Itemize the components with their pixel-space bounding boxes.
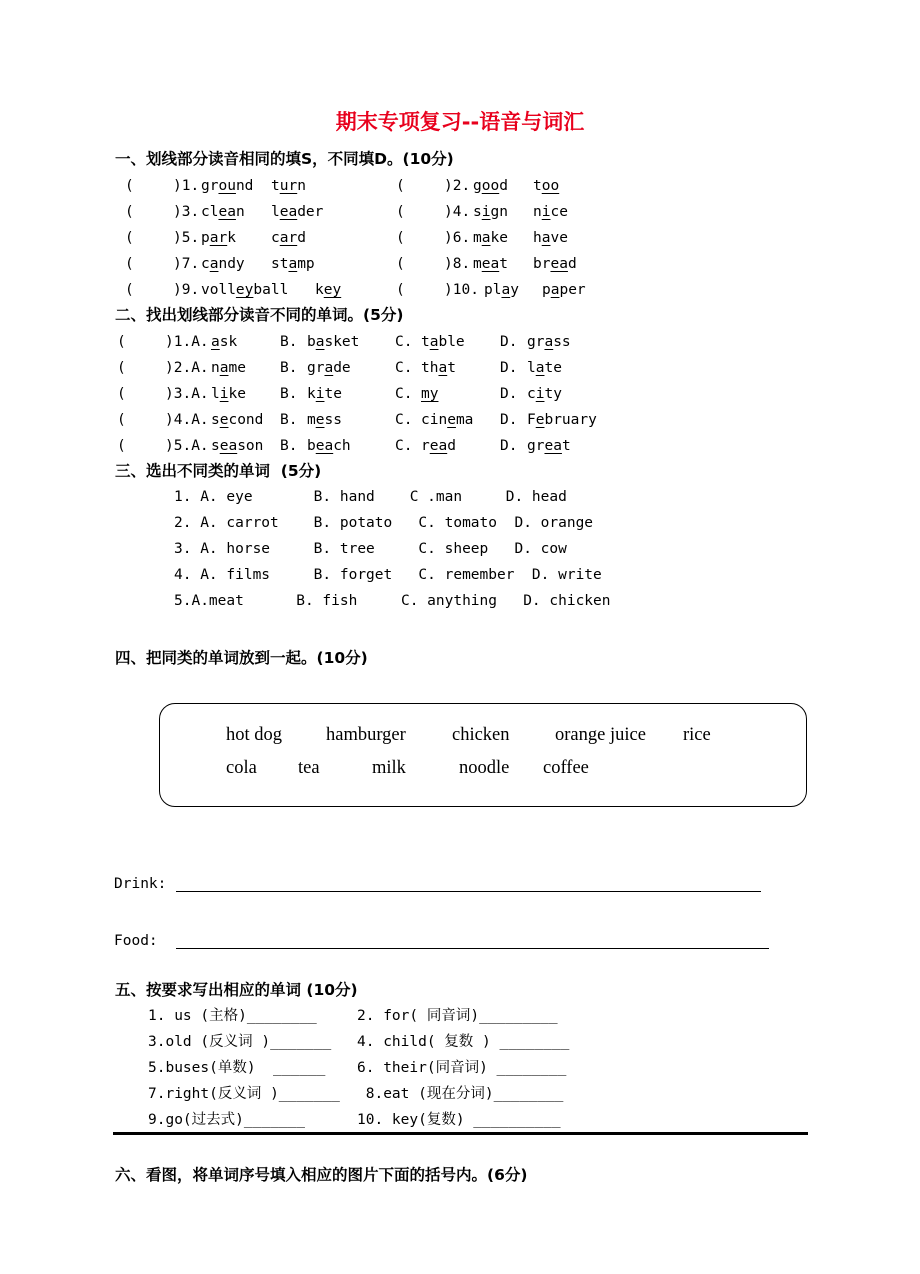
word-part: s	[473, 204, 482, 220]
answer-bracket-open[interactable]: (	[117, 386, 126, 402]
word	[421, 359, 456, 377]
answer-bracket-open[interactable]: (	[125, 256, 134, 272]
word	[271, 203, 323, 221]
word	[533, 203, 568, 221]
word-part: F	[527, 412, 536, 428]
word-box	[159, 703, 807, 807]
word-box-item: noodle	[459, 758, 510, 778]
word	[211, 385, 246, 403]
item-number: )6.	[444, 230, 471, 246]
option-label: D.	[500, 360, 518, 376]
underlined-part: ar	[279, 230, 298, 246]
word-part: gn	[490, 204, 508, 220]
option-label: D.	[500, 334, 518, 350]
word-part: p	[201, 230, 210, 246]
question-item[interactable]: 7.right(反义词 )_______	[148, 1086, 340, 1102]
word	[307, 437, 351, 455]
word-part: ma	[455, 412, 474, 428]
option-label: B.	[280, 360, 298, 376]
word	[421, 385, 438, 403]
option-label: B.	[280, 412, 298, 428]
word-part: l	[271, 204, 280, 220]
word-part: g	[473, 178, 482, 194]
divider	[113, 1132, 808, 1135]
word-part: y	[510, 282, 519, 298]
word	[271, 229, 306, 247]
option-label: C.	[395, 412, 413, 428]
underlined-part: ea	[315, 438, 334, 454]
underlined-part: e	[219, 412, 229, 428]
word-part: d	[447, 438, 456, 454]
word	[473, 177, 508, 195]
word-box-item: hamburger	[326, 725, 406, 745]
word	[421, 437, 456, 455]
word-part: d	[499, 178, 508, 194]
word-part: cond	[228, 412, 264, 428]
underlined-part: a	[288, 256, 298, 272]
question-item[interactable]: 1. us (主格)________	[148, 1008, 317, 1024]
word-part: h	[533, 230, 542, 246]
underlined-part: ey	[235, 282, 254, 298]
word-box-item: hot dog	[226, 725, 283, 745]
word	[542, 281, 586, 299]
underlined-part: i	[535, 386, 545, 402]
word	[533, 177, 559, 195]
underlined-part: e	[447, 412, 456, 428]
question-row: 2. A. carrot B. potato C. tomato D. orange	[174, 515, 594, 531]
answer-bracket-open[interactable]: (	[396, 230, 405, 246]
word	[201, 255, 245, 273]
word-part: te	[544, 360, 562, 376]
question-row: 5.A.meat B. fish C. anything D. chicken	[174, 593, 611, 609]
underlined-part: a	[481, 230, 491, 246]
word	[527, 411, 597, 429]
underlined-part: ea	[279, 204, 298, 220]
option-label: C.	[395, 334, 413, 350]
word	[484, 281, 519, 299]
underlined-part: ar	[209, 230, 228, 246]
word-part: th	[421, 360, 439, 376]
word-part: ke	[228, 386, 246, 402]
underlined-part: oo	[541, 178, 560, 194]
word	[307, 359, 351, 377]
question-row: 1. A. eye B. hand C .man D. head	[174, 489, 567, 505]
answer-bracket-open[interactable]: (	[396, 178, 405, 194]
option-label: D.	[500, 386, 518, 402]
answer-bracket-open[interactable]: (	[117, 360, 126, 376]
word-part: ty	[544, 386, 562, 402]
word-part: l	[211, 386, 220, 402]
section-2-heading: 二、找出划线部分读音不同的单词。(5分)	[115, 306, 404, 324]
word-part: nd	[235, 178, 254, 194]
word	[271, 177, 306, 195]
word-box-item: milk	[372, 758, 406, 778]
word-part: b	[307, 438, 316, 454]
section-5-heading: 五、按要求写出相应的单词 (10分)	[115, 981, 358, 999]
word-box-item: orange juice	[555, 725, 646, 745]
word-part: c	[271, 230, 280, 246]
underlined-part: a	[541, 230, 551, 246]
section-6-heading: 六、看图，将单词序号填入相应的图片下面的括号内。(6分)	[115, 1166, 528, 1184]
word-part: voll	[201, 282, 236, 298]
word-part: r	[421, 438, 430, 454]
word-part: n	[297, 178, 306, 194]
underlined-part: a	[209, 256, 219, 272]
underlined-part: e	[535, 412, 545, 428]
underlined-part: a	[438, 360, 448, 376]
section-1-heading: 一、划线部分读音相同的填S，不同填D。(10分)	[115, 150, 454, 168]
question-item[interactable]: 4. child( 复数 ) ________	[357, 1034, 570, 1050]
word	[473, 255, 508, 273]
word-part: n	[211, 360, 220, 376]
underlined-part: i	[541, 204, 551, 220]
word-part: gr	[307, 360, 325, 376]
food-label: Food:	[114, 933, 158, 949]
word	[473, 203, 508, 221]
word-part: k	[227, 230, 236, 246]
word-part: d	[297, 230, 306, 246]
option-label: D.	[500, 438, 518, 454]
underlined-part: ea	[481, 256, 500, 272]
item-number: )5.A.	[165, 438, 209, 454]
word-part: ndy	[218, 256, 245, 272]
underlined-part: ea	[218, 204, 236, 220]
word-part: t	[271, 178, 280, 194]
word	[201, 203, 245, 221]
word-part: ball	[253, 282, 289, 298]
answer-bracket-open[interactable]: (	[396, 282, 405, 298]
word-part: ss	[553, 334, 571, 350]
question-item[interactable]: 6. their(同音词) ________	[357, 1060, 567, 1076]
question-item[interactable]: 9.go(过去式)_______	[148, 1112, 305, 1128]
underlined-part: i	[219, 386, 229, 402]
word-part: cin	[421, 412, 448, 428]
word-part: sket	[324, 334, 360, 350]
underlined-part: a	[219, 360, 229, 376]
food-answer-line[interactable]	[176, 948, 769, 949]
word-part: ce	[550, 204, 568, 220]
underlined-part: oo	[481, 178, 500, 194]
word	[421, 411, 473, 429]
word-part: t	[421, 334, 430, 350]
word-part: per	[559, 282, 586, 298]
word	[533, 229, 568, 247]
word	[307, 411, 342, 429]
word-part: s	[211, 412, 220, 428]
item-number: )2.A.	[165, 360, 209, 376]
word	[211, 437, 263, 455]
item-number: )1.	[173, 178, 200, 194]
item-number: )2.	[444, 178, 471, 194]
word	[421, 333, 465, 351]
item-number: )3.	[173, 204, 200, 220]
underlined-part: a	[315, 334, 325, 350]
option-label: B.	[280, 334, 298, 350]
option-label: B.	[280, 438, 298, 454]
word	[315, 281, 341, 299]
option-label: C.	[395, 386, 413, 402]
answer-bracket-open[interactable]: (	[117, 334, 126, 350]
item-number: )4.	[444, 204, 471, 220]
word	[211, 411, 263, 429]
underlined-part: a	[211, 334, 220, 350]
answer-bracket-open[interactable]: (	[125, 230, 134, 246]
underlined-part: a	[550, 282, 560, 298]
word	[533, 255, 577, 273]
word-part: m	[473, 230, 482, 246]
underlined-part: ey	[323, 282, 342, 298]
underlined-part: ur	[279, 178, 298, 194]
word-part: n	[533, 204, 542, 220]
section-4-heading: 四、把同类的单词放到一起。(10分)	[115, 649, 368, 667]
word-part: t	[447, 360, 456, 376]
question-item[interactable]: 5.buses(单数) ______	[148, 1060, 326, 1076]
word-part: n	[235, 204, 245, 220]
word	[211, 359, 246, 377]
underlined-part: ea	[544, 438, 562, 454]
word-part: son	[237, 438, 264, 454]
question-row: 4. A. films B. forget C. remember D. write	[174, 567, 602, 583]
word-part: b	[307, 334, 316, 350]
question-item[interactable]: 2. for( 同音词)_________	[357, 1008, 558, 1024]
option-label: D.	[500, 412, 518, 428]
underlined-part: ea	[429, 438, 448, 454]
word-part: gr	[527, 438, 545, 454]
word-part: pl	[484, 282, 502, 298]
underlined-part: e	[315, 412, 325, 428]
question-item[interactable]: 3.old (反义词 )_______	[148, 1034, 332, 1050]
word-box-item: chicken	[452, 725, 510, 745]
drink-label: Drink:	[114, 876, 167, 892]
item-number: )5.	[173, 230, 200, 246]
word-box-item: cola	[226, 758, 257, 778]
word	[527, 359, 562, 377]
item-number: )3.A.	[165, 386, 209, 402]
answer-bracket-open[interactable]: (	[396, 256, 405, 272]
word-part: ch	[333, 438, 351, 454]
word-part: bruary	[544, 412, 597, 428]
answer-bracket-open[interactable]: (	[125, 282, 134, 298]
word	[211, 333, 237, 351]
word-part: cl	[201, 204, 219, 220]
word-part: gr	[201, 178, 219, 194]
word	[201, 177, 253, 195]
word-part: de	[333, 360, 351, 376]
answer-bracket-open[interactable]: (	[125, 204, 134, 220]
item-number: )8.	[444, 256, 471, 272]
word-part: st	[271, 256, 289, 272]
underlined-part: a	[324, 360, 334, 376]
word	[201, 281, 288, 299]
section-3-heading: 三、选出不同类的单词 (5分)	[115, 462, 322, 480]
word-part: br	[533, 256, 551, 272]
word	[473, 229, 508, 247]
underlined-part: a	[501, 282, 511, 298]
word-part: l	[527, 360, 536, 376]
underlined-part: ea	[550, 256, 568, 272]
item-number: )1.A.	[165, 334, 209, 350]
word-part: d	[567, 256, 577, 272]
word-part: ss	[324, 412, 342, 428]
word	[527, 385, 562, 403]
word-part: t	[499, 256, 508, 272]
item-number: )9.	[173, 282, 200, 298]
answer-bracket-open[interactable]: (	[396, 204, 405, 220]
word-part: c	[201, 256, 210, 272]
word-part: sk	[219, 334, 238, 350]
word-part: k	[315, 282, 324, 298]
word	[307, 333, 359, 351]
word-part: t	[561, 438, 571, 454]
item-number: )7.	[173, 256, 200, 272]
underlined-part: ou	[218, 178, 236, 194]
answer-bracket-open[interactable]: (	[117, 412, 126, 428]
word-part: m	[307, 412, 316, 428]
question-item[interactable]: 8.eat (现在分词)________	[357, 1086, 564, 1102]
item-number: )4.A.	[165, 412, 209, 428]
word-part: k	[307, 386, 316, 402]
word-part: s	[211, 438, 220, 454]
word-part: mp	[297, 256, 315, 272]
option-label: B.	[280, 386, 298, 402]
option-label: C.	[395, 360, 413, 376]
word-part: ke	[490, 230, 508, 246]
item-number: )10.	[444, 282, 479, 298]
word	[527, 437, 571, 455]
word-part: t	[533, 178, 542, 194]
question-item[interactable]: 10. key(复数) __________	[357, 1112, 561, 1128]
underlined-part: a	[535, 360, 545, 376]
page-title: 期末专项复习--语音与词汇	[335, 110, 585, 134]
word-part: m	[473, 256, 482, 272]
word-part: ble	[438, 334, 465, 350]
word-part: c	[527, 386, 536, 402]
underlined-part: i	[315, 386, 325, 402]
word	[527, 333, 571, 351]
word-box-item: coffee	[543, 758, 589, 778]
word	[271, 255, 315, 273]
answer-bracket-open[interactable]: (	[125, 178, 134, 194]
word-part: ve	[550, 230, 568, 246]
word	[307, 385, 342, 403]
word-part: te	[324, 386, 342, 402]
option-label: C.	[395, 438, 413, 454]
question-row: 3. A. horse B. tree C. sheep D. cow	[174, 541, 567, 557]
word-part: me	[228, 360, 246, 376]
underlined-part: a	[544, 334, 554, 350]
underlined-part: my	[421, 386, 439, 402]
underlined-part: ea	[219, 438, 238, 454]
word-box-item: rice	[683, 725, 711, 745]
answer-bracket-open[interactable]: (	[117, 438, 126, 454]
underlined-part: a	[429, 334, 439, 350]
word	[201, 229, 236, 247]
underlined-part: i	[481, 204, 491, 220]
word-part: p	[542, 282, 551, 298]
word-part: der	[297, 204, 324, 220]
word-box-item: tea	[298, 758, 320, 778]
drink-answer-line[interactable]	[176, 891, 761, 892]
word-part: gr	[527, 334, 545, 350]
